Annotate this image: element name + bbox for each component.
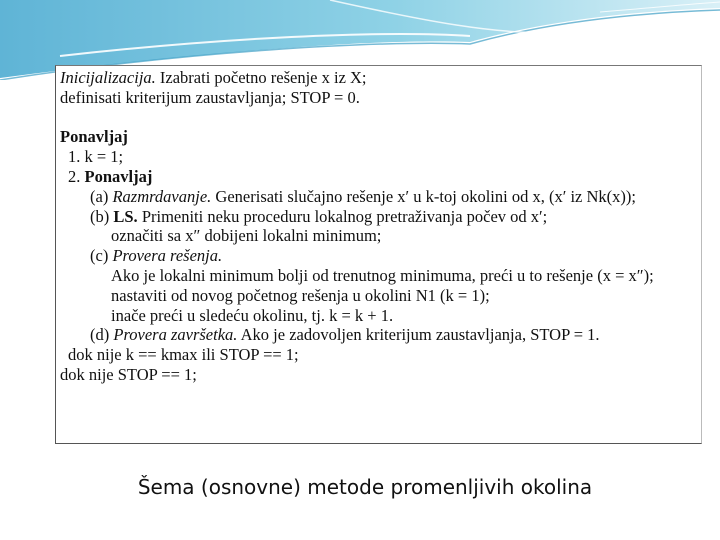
step-c-line-1: Ako je lokalni minimum bolji od trenutnog minimuma, preći u to rešenje (x = x″);	[111, 265, 654, 285]
step-c-label: Provera rešenja.	[112, 246, 223, 266]
step-c	[60, 246, 696, 266]
step-b-label: LS.	[113, 206, 138, 226]
init-line	[60, 68, 696, 88]
init-line-2: definisati kriterijum zaustavljanja; STOP = 0.	[60, 87, 360, 107]
step-a	[60, 187, 696, 207]
algorithm-figure	[55, 65, 702, 444]
outer-repeat: Ponavljaj	[60, 127, 128, 147]
slide-caption: Šema (osnovne) metode promenljivih okolina	[137, 475, 593, 499]
init-text: Izabrati početno rešenje x iz X;	[155, 68, 367, 87]
inner-repeat: Ponavljaj	[84, 166, 153, 186]
step-c-line-2: nastaviti od novog početnog rešenja u okolini N1 (k = 1);	[111, 285, 490, 305]
step-b-text: Primeniti neku proceduru lokalnog pretraživanja počev od x′;	[137, 206, 548, 226]
step-b-continuation: označiti sa x″ dobijeni lokalni minimum;	[111, 226, 382, 246]
step-c-line-3: inače preći u sledeću okolinu, tj. k = k + 1.	[111, 305, 394, 325]
init-label: Inicijalizacija.	[60, 68, 156, 87]
inner-until: dok nije k == kmax ili STOP == 1;	[68, 345, 299, 365]
step-c-number: (c)	[90, 246, 109, 266]
step-d-label: Provera završetka.	[113, 325, 238, 345]
step-d	[60, 325, 696, 345]
outer-until: dok nije STOP == 1;	[60, 364, 197, 384]
step-a-text: Generisati slučajno rešenje x′ u k-toj okolini od x, (x′ iz Nk(x));	[211, 186, 636, 206]
step-b	[60, 207, 696, 227]
algorithm-pseudocode	[60, 68, 696, 385]
step-a-label: Razmrdavanje.	[112, 186, 212, 206]
step-d-text: Ako je zadovoljen kriterijum zaustavljanja, STOP = 1.	[237, 325, 600, 345]
step-2	[60, 167, 696, 187]
step-1: 1. k = 1;	[68, 147, 124, 167]
step-d-number: (d)	[90, 325, 110, 345]
step-b-number: (b)	[90, 206, 110, 226]
step-2-number: 2.	[68, 166, 81, 186]
step-a-number: (a)	[90, 186, 109, 206]
